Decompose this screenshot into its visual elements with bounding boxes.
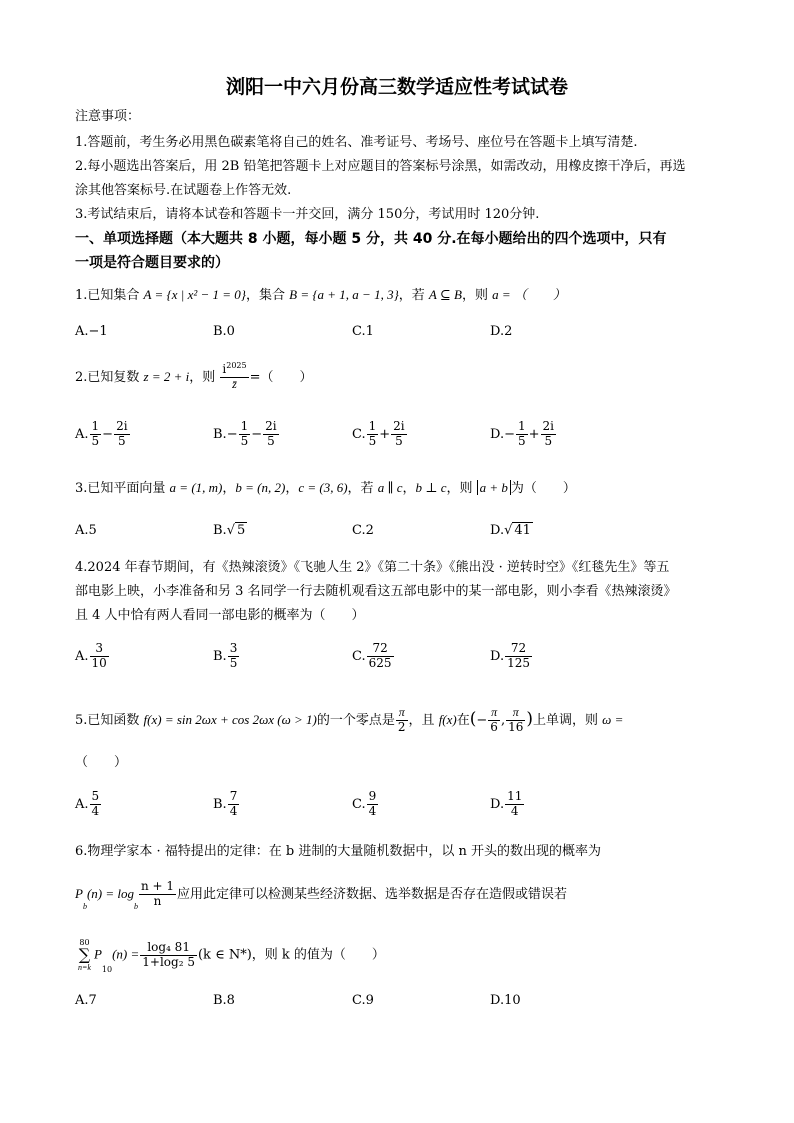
q4-option-a: A. $\frac{3}{10}$	[75, 641, 107, 670]
q6-option-a: A.7	[75, 993, 97, 1008]
q2-option-d: D.− $\frac{1}{5}$ + $\frac{2i}{5}$	[490, 419, 555, 448]
section-heading-cont: 一项是符合题目要求的）	[75, 255, 229, 271]
question-4-line-2: 部电影上映，小李准备和另 3 名同学一行去随机观看这五部电影中的某一部电影，则小李看《热辣滚烫》	[75, 584, 677, 599]
notice-item-2: 2.每小题选出答案后，用 2B 铅笔把答题卡上对应题目的答案标号涂黑，如需改动，用橡皮擦干净后，再选	[75, 159, 686, 174]
q5-option-c: C. $\frac{9}{4}$	[352, 789, 377, 818]
exam-title: 浏阳一中六月份高三数学适应性考试试卷	[225, 76, 568, 98]
q6-option-c: C.9	[352, 993, 374, 1008]
q1-option-c: C.1	[352, 324, 374, 339]
question-2: 2.已知复数 z = 2 + i，则 $\frac{i^{2025}}{z̄}$ =（ ）	[75, 361, 313, 391]
question-6-line-2: Pb(n) = logb $\frac{n + 1}{n}$ 应用此定律可以检测某些经济数据、选举数据是否存在造假或错误若	[75, 879, 568, 911]
q6-option-b: B.8	[213, 993, 235, 1008]
q4-option-c: C. $\frac{72}{625}$	[352, 641, 392, 670]
q3-option-a: A.5	[75, 523, 97, 538]
q2-option-c: C. $\frac{1}{5}$ + $\frac{2i}{5}$	[352, 419, 405, 448]
q3-option-c: C.2	[352, 523, 374, 538]
q4-option-d: D. $\frac{72}{125}$	[490, 641, 530, 670]
q4-option-b: B. $\frac{3}{5}$	[213, 641, 238, 670]
question-4-line-3: 且 4 人中恰有两人看同一部电影的概率为（ ）	[75, 608, 365, 623]
q5-option-a: A. $\frac{5}{4}$	[75, 789, 100, 818]
q1-option-a: A.−1	[75, 324, 108, 339]
vector-c: c = (3, 6)	[298, 480, 348, 495]
vector-b: b = (n, 2)	[235, 480, 286, 495]
q1-option-d: D.2	[490, 324, 513, 339]
vector-a: a = (1, m)	[169, 480, 223, 495]
summation: 80 ∑ n=k	[78, 938, 91, 973]
q1-option-b: B.0	[213, 324, 235, 339]
notice-item-3: 3.考试结束后，请将本试卷和答题卡一并交回，满分 150分，考试用时 120分钟.	[75, 207, 540, 222]
q3-option-d: D.√ 41	[490, 523, 531, 538]
q5-option-b: B. $\frac{7}{4}$	[213, 789, 238, 818]
q3-option-b: B.√ 5	[213, 523, 246, 538]
question-6-line-1: 6.物理学家本 · 福特提出的定律：在 b 进制的大量随机数据中，以 n 开头的数出现的概率为	[75, 844, 602, 859]
q2-fraction: $\frac{i^{2025}}{z̄}$	[222, 361, 247, 391]
set-b: B = {a + 1, a − 1, 3}	[289, 287, 399, 302]
question-1: 1.已知集合 A = {x | x² − 1 = 0}，集合 B = {a + 1, a − 1, 3}，若 A ⊆ B，则 a = （ ）	[75, 287, 566, 303]
question-6-line-3: 80 ∑ n=k P10(n) = $\frac{\text{log₄ 81}}{\text{1+log₂ 5}}$ (k ∈ N*)，则 k 的值为（ ）	[78, 938, 385, 975]
notice-item-2-cont: 涂其他答案标号.在试题卷上作答无效.	[75, 183, 292, 198]
q2-option-b: B.− $\frac{1}{5}$ − $\frac{2i}{5}$	[213, 419, 277, 448]
notice-item-1: 1.答题前，考生务必用黑色碳素笔将自己的姓名、准考证号、考场号、座位号在答题卡上填写清楚.	[75, 135, 638, 150]
question-5-paren: （ ）	[75, 755, 128, 770]
set-a: A = {x | x² − 1 = 0}	[143, 287, 246, 302]
question-5: 5.已知函数 f(x) = sin 2ωx + cos 2ωx (ω > 1)的一个零点是 $\frac{\pi}{2}$ ，且 f(x)在(− $\frac{\pi}{6}$ , $\frac{\pi}{16}$ )上单调，则 ω =	[75, 705, 624, 734]
notice-heading: 注意事项：	[75, 109, 141, 124]
question-4-line-1: 4.2024 年春节期间，有《热辣滚烫》《飞驰人生 2》《第二十条》《熊出没 · 逆转时空》《红毯先生》等五	[75, 560, 670, 575]
q2-option-a: A. $\frac{1}{5}$ − $\frac{2i}{5}$	[75, 419, 128, 448]
q6-option-d: D.10	[490, 993, 521, 1008]
section-heading: 一、单项选择题（本大题共 8 小题，每小题 5 分，共 40 分.在每小题给出的四个选项中，只有	[75, 231, 667, 247]
q5-option-d: D. $\frac{11}{4}$	[490, 789, 523, 818]
question-3: 3.已知平面向量 a = (1, m)，b = (n, 2)，c = (3, 6)，若 a ∥ c，b ⊥ c，则 a + b 为（ ）	[75, 480, 576, 496]
